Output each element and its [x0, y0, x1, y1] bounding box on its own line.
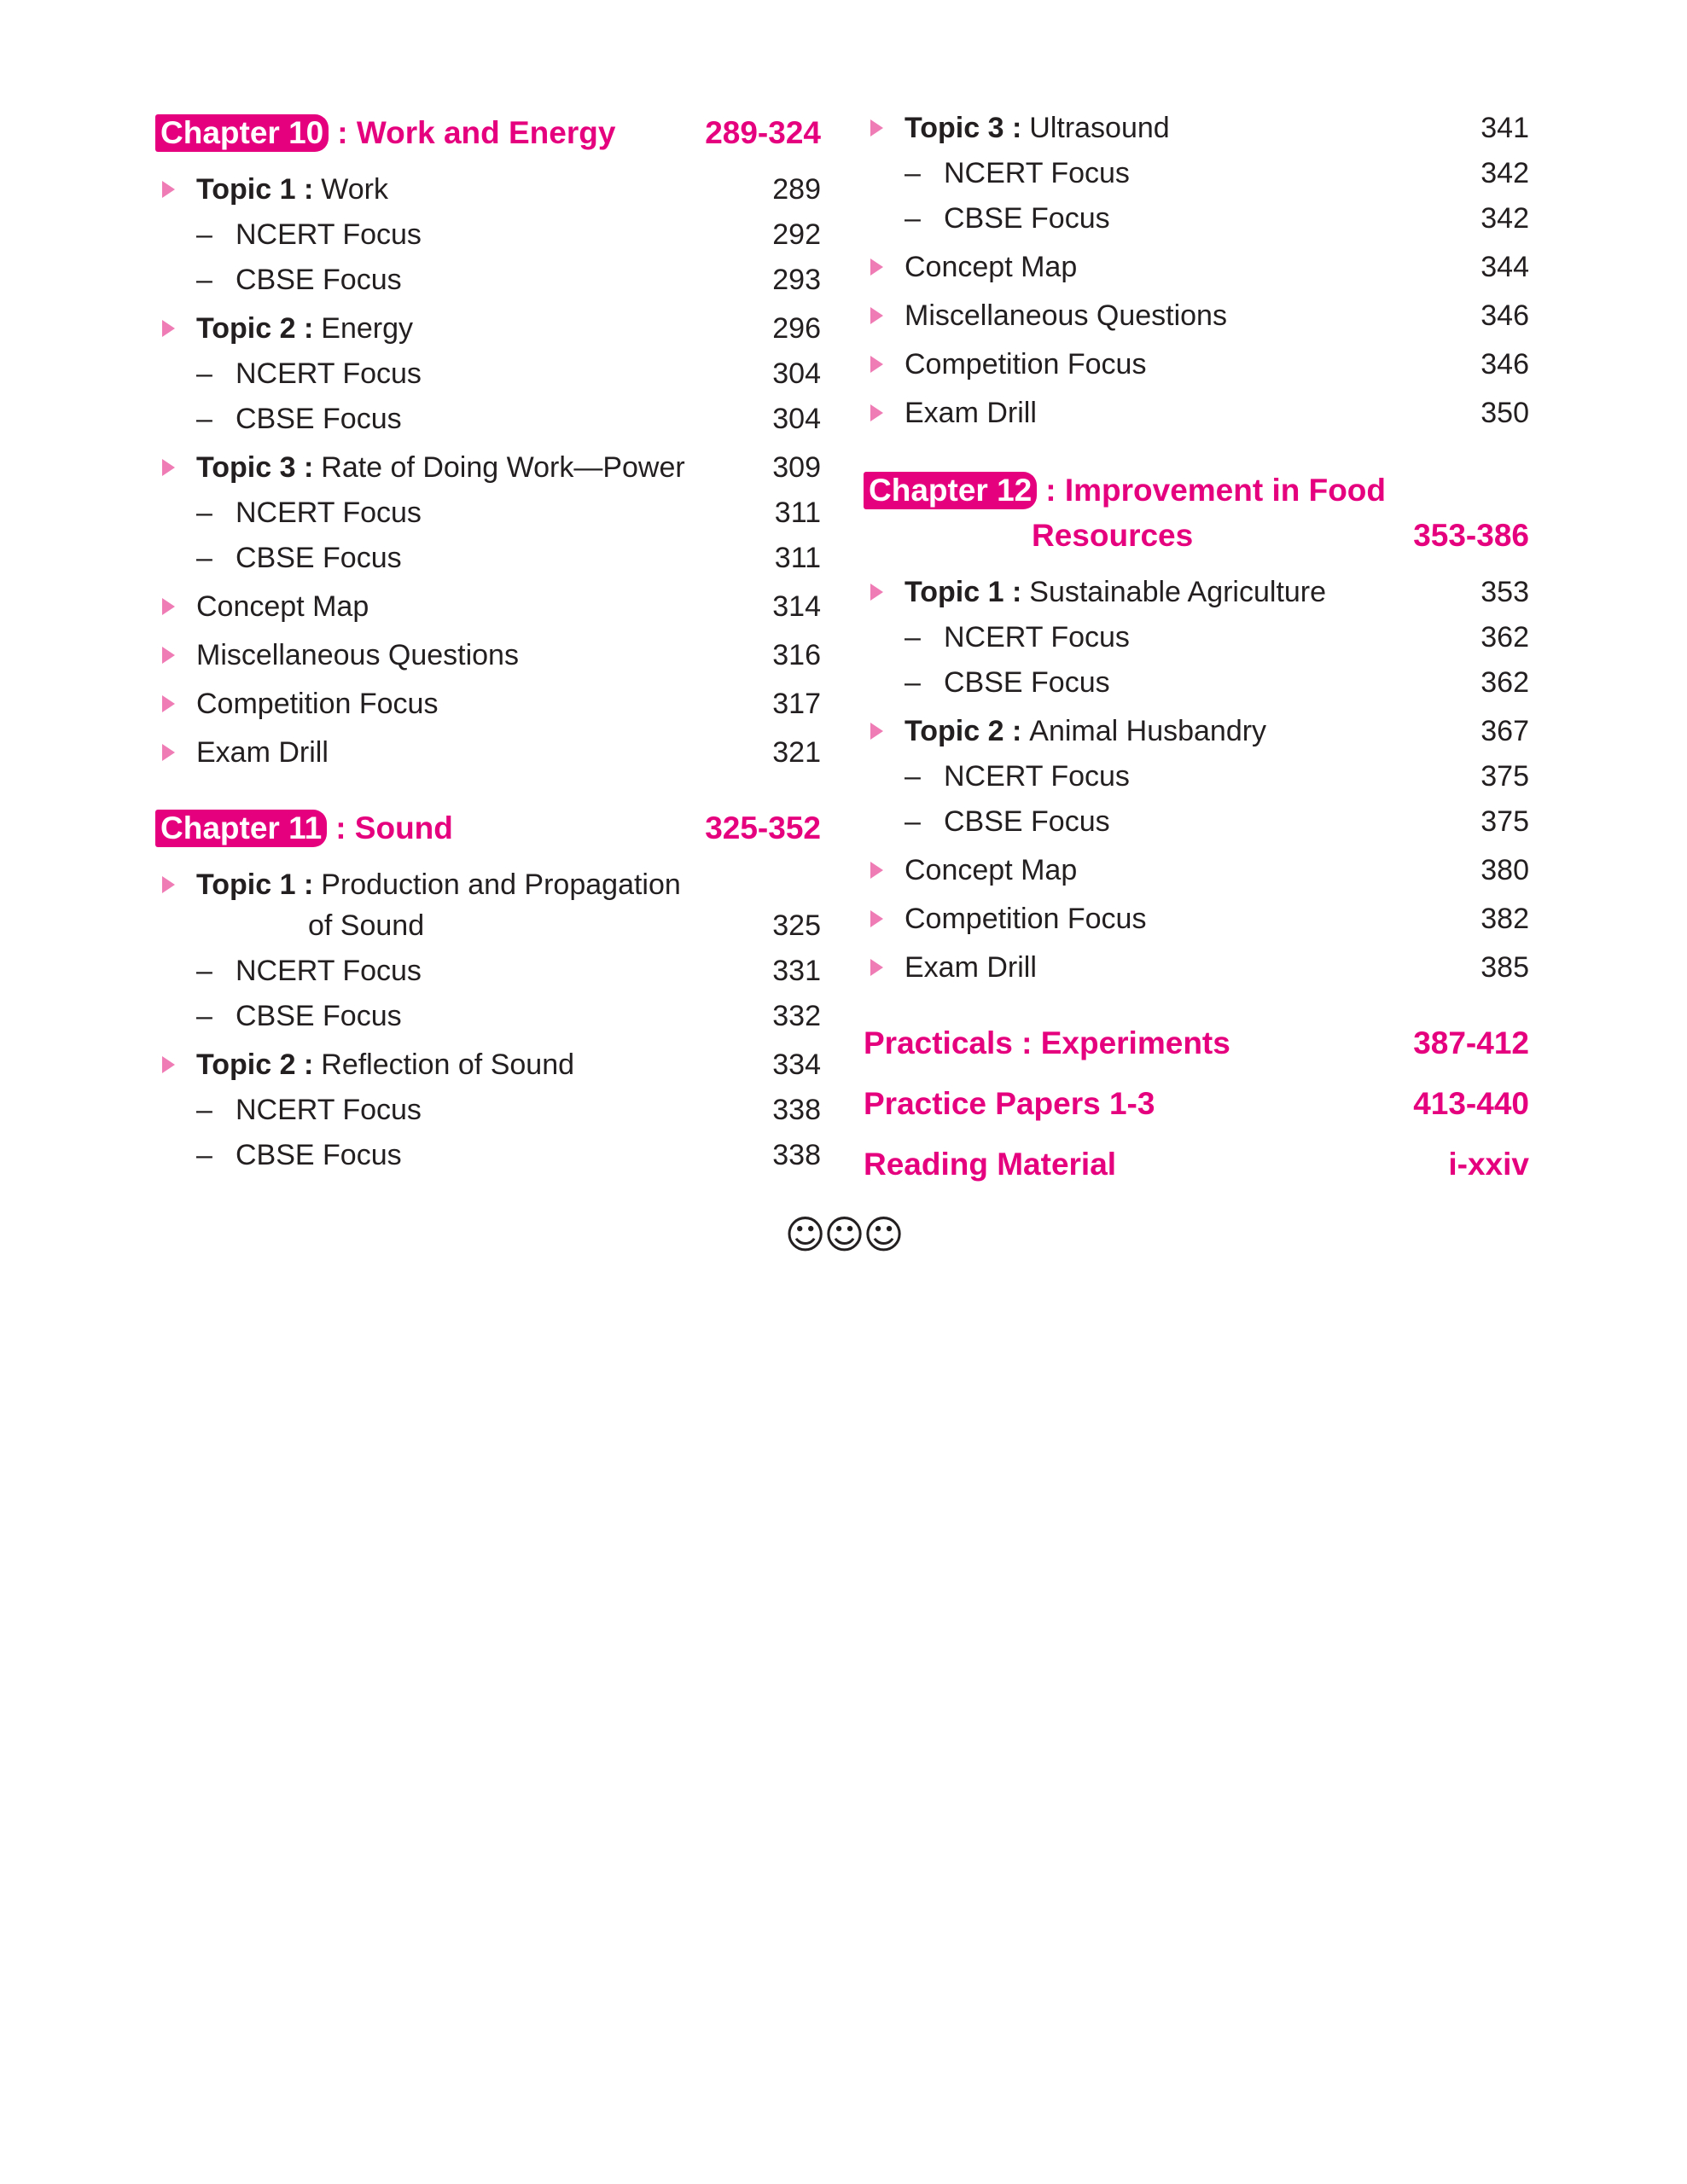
page-number: 321 [772, 736, 821, 769]
page-number: 334 [772, 1048, 821, 1081]
ch12-topic-1-cbse[interactable] [864, 660, 1529, 705]
triangle-bullet-icon [870, 404, 883, 421]
item-title: Concept Map [196, 590, 369, 623]
chapter-12-chip: Chapter 12 [864, 472, 1037, 509]
dash-bullet-icon: – [196, 542, 212, 574]
page-number: 362 [1480, 621, 1529, 653]
item-title: Exam Drill [905, 397, 1037, 429]
page-number: 342 [1480, 157, 1529, 189]
practicals-experiments[interactable] [864, 1021, 1529, 1066]
item-title: Exam Drill [905, 951, 1037, 984]
page-number: 362 [1480, 666, 1529, 699]
page-number: 367 [1480, 715, 1529, 747]
page-number: 338 [772, 1094, 821, 1126]
item-title: Miscellaneous Questions [196, 639, 519, 671]
dash-bullet-icon: – [905, 157, 921, 189]
ch11-topic-3-ncert[interactable] [864, 151, 1529, 195]
page-number: 375 [1480, 760, 1529, 793]
subitem-title: CBSE Focus [236, 264, 402, 296]
ch10-topic-3-ncert[interactable] [155, 491, 821, 535]
dash-bullet-icon: – [196, 403, 212, 435]
ch10-misc-questions[interactable] [155, 633, 821, 677]
ch11-topic-3[interactable] [864, 106, 1529, 150]
dash-bullet-icon: – [196, 1000, 212, 1032]
chapter-12-title: : Improvement in Food [1045, 473, 1387, 508]
practicals-title: Practicals : Experiments [864, 1025, 1230, 1060]
topic-label: Topic 1 : [196, 173, 314, 206]
ch11-exam-drill[interactable] [864, 391, 1529, 435]
page-number: 346 [1480, 299, 1529, 332]
triangle-bullet-icon [162, 1056, 175, 1073]
ch10-topic-1-cbse[interactable] [155, 258, 821, 302]
chapter-10-title: : Work and Energy [337, 115, 616, 150]
topic-label: Topic 1 : [905, 576, 1022, 608]
subitem-title: NCERT Focus [236, 1094, 422, 1126]
subitem-title: CBSE Focus [236, 1139, 402, 1171]
topic-title: Reflection of Sound [321, 1048, 575, 1081]
page-number: 311 [774, 497, 821, 529]
subitem-title: CBSE Focus [236, 1000, 402, 1032]
dash-bullet-icon: – [196, 218, 212, 251]
topic-title-continued: of Sound [308, 909, 425, 942]
triangle-bullet-icon [162, 876, 175, 893]
triangle-bullet-icon [870, 307, 883, 324]
page-number: 350 [1480, 397, 1529, 429]
subitem-title: CBSE Focus [236, 403, 402, 435]
ch10-competition-focus[interactable] [155, 682, 821, 726]
dash-bullet-icon: – [905, 805, 921, 838]
subitem-title: NCERT Focus [944, 760, 1130, 793]
ch10-topic-3-cbse[interactable] [155, 536, 821, 580]
subitem-title: CBSE Focus [944, 202, 1110, 235]
subitem-title: NCERT Focus [944, 157, 1130, 189]
ch11-topic-1-cbse[interactable] [155, 994, 821, 1038]
subitem-title: NCERT Focus [236, 218, 422, 251]
triangle-bullet-icon [162, 320, 175, 337]
chapter-12-heading-continued[interactable] [864, 514, 1529, 558]
page-number: 331 [772, 955, 821, 987]
item-title: Miscellaneous Questions [905, 299, 1227, 332]
chapter-12-heading[interactable] [864, 468, 1529, 513]
chapter-10-chip: Chapter 10 [155, 114, 329, 152]
ch10-topic-2-ncert[interactable] [155, 351, 821, 396]
ch10-concept-map[interactable] [155, 584, 821, 629]
subitem-title: CBSE Focus [944, 666, 1110, 699]
page-number: 314 [772, 590, 821, 623]
ch11-topic-2-cbse[interactable] [155, 1133, 821, 1177]
ch11-topic-2-ncert[interactable] [155, 1088, 821, 1132]
item-title: Competition Focus [196, 688, 439, 720]
item-title: Exam Drill [196, 736, 329, 769]
dash-bullet-icon: – [905, 666, 921, 699]
dash-bullet-icon: – [196, 357, 212, 390]
ch12-topic-2[interactable] [864, 709, 1529, 753]
subitem-title: CBSE Focus [236, 542, 402, 574]
page-number: 346 [1480, 348, 1529, 380]
dash-bullet-icon: – [196, 497, 212, 529]
subitem-title: CBSE Focus [944, 805, 1110, 838]
reading-material[interactable] [864, 1142, 1529, 1187]
practice-papers-title: Practice Papers 1-3 [864, 1086, 1155, 1121]
page-number: 289 [772, 173, 821, 206]
triangle-bullet-icon [870, 723, 883, 740]
chapter-11-pages: 325-352 [705, 810, 821, 845]
page-number: 293 [772, 264, 821, 296]
topic-label: Topic 2 : [196, 312, 314, 345]
ch12-competition-focus[interactable] [864, 897, 1529, 941]
ch12-topic-1[interactable] [864, 570, 1529, 614]
triangle-bullet-icon [162, 744, 175, 761]
ch12-concept-map[interactable] [864, 848, 1529, 892]
dash-bullet-icon: – [196, 1094, 212, 1126]
ch12-topic-1-ncert[interactable] [864, 615, 1529, 659]
topic-title: Production and Propagation [321, 868, 681, 901]
page-number: 304 [772, 403, 821, 435]
item-title: Competition Focus [905, 348, 1147, 380]
page-number: 304 [772, 357, 821, 390]
page-number: 375 [1480, 805, 1529, 838]
topic-label: Topic 3 : [905, 112, 1022, 144]
chapter-12-pages: 353-386 [1413, 518, 1529, 553]
smiley-ornament-icon: ☺☺☺ [784, 1211, 903, 1258]
ch12-topic-2-cbse[interactable] [864, 799, 1529, 844]
topic-label: Topic 3 : [196, 451, 314, 484]
page-number: 316 [772, 639, 821, 671]
topic-title: Rate of Doing Work—Power [321, 451, 685, 484]
topic-label: Topic 2 : [905, 715, 1022, 747]
subitem-title: NCERT Focus [236, 955, 422, 987]
ch11-topic-3-cbse[interactable] [864, 196, 1529, 241]
triangle-bullet-icon [162, 598, 175, 615]
ch10-topic-2[interactable] [155, 306, 821, 351]
ch10-topic-1[interactable] [155, 167, 821, 212]
chapter-10-pages: 289-324 [705, 115, 821, 150]
triangle-bullet-icon [870, 862, 883, 879]
subitem-title: NCERT Focus [236, 357, 422, 390]
dash-bullet-icon: – [196, 955, 212, 987]
reading-material-title: Reading Material [864, 1147, 1117, 1182]
ch12-exam-drill[interactable] [864, 945, 1529, 990]
ch11-topic-2[interactable] [155, 1043, 821, 1087]
dash-bullet-icon: – [905, 621, 921, 653]
ch10-exam-drill[interactable] [155, 730, 821, 775]
triangle-bullet-icon [870, 910, 883, 927]
page-number: 309 [772, 451, 821, 484]
topic-title: Animal Husbandry [1029, 715, 1267, 747]
triangle-bullet-icon [870, 584, 883, 601]
practicals-pages: 387-412 [1413, 1025, 1529, 1060]
triangle-bullet-icon [870, 959, 883, 976]
page-number: 342 [1480, 202, 1529, 235]
ch11-misc-questions[interactable] [864, 293, 1529, 338]
ch10-topic-3[interactable] [155, 445, 821, 490]
dash-bullet-icon: – [196, 1139, 212, 1171]
page-number: 353 [1480, 576, 1529, 608]
dash-bullet-icon: – [905, 202, 921, 235]
reading-material-pages: i-xxiv [1448, 1147, 1529, 1182]
page-number: 338 [772, 1139, 821, 1171]
page-number: 341 [1480, 112, 1529, 144]
topic-label: Topic 1 : [196, 868, 314, 901]
triangle-bullet-icon [870, 119, 883, 136]
ch10-topic-2-cbse[interactable] [155, 397, 821, 441]
triangle-bullet-icon [870, 258, 883, 276]
topic-label: Topic 2 : [196, 1048, 314, 1081]
item-title: Competition Focus [905, 903, 1147, 935]
item-title: Concept Map [905, 251, 1078, 283]
triangle-bullet-icon [162, 459, 175, 476]
triangle-bullet-icon [870, 356, 883, 373]
page-number: 344 [1480, 251, 1529, 283]
page-number: 382 [1480, 903, 1529, 935]
topic-title: Sustainable Agriculture [1029, 576, 1327, 608]
chapter-10-heading[interactable] [155, 111, 821, 155]
chapter-11-chip: Chapter 11 [155, 810, 327, 847]
page-number: 311 [774, 542, 821, 574]
page-number: 292 [772, 218, 821, 251]
chapter-11-heading[interactable] [155, 806, 821, 851]
practice-papers-pages: 413-440 [1413, 1086, 1529, 1121]
subitem-title: NCERT Focus [944, 621, 1130, 653]
page-number: 380 [1480, 854, 1529, 886]
triangle-bullet-icon [162, 695, 175, 712]
page-number: 296 [772, 312, 821, 345]
chapter-12-title-continued: Resources [1032, 518, 1194, 553]
ch11-topic-1-ncert[interactable] [155, 949, 821, 993]
topic-title: Work [321, 173, 388, 206]
page-number: 385 [1480, 951, 1529, 984]
practice-papers[interactable] [864, 1082, 1529, 1126]
ch11-topic-1[interactable] [155, 863, 821, 907]
topic-title: Energy [321, 312, 413, 345]
triangle-bullet-icon [162, 181, 175, 198]
triangle-bullet-icon [162, 647, 175, 664]
subitem-title: NCERT Focus [236, 497, 422, 529]
ch12-topic-2-ncert[interactable] [864, 754, 1529, 799]
page-number: 317 [772, 688, 821, 720]
ch10-topic-1-ncert[interactable] [155, 212, 821, 257]
topic-title: Ultrasound [1029, 112, 1170, 144]
ch11-competition-focus[interactable] [864, 342, 1529, 386]
ch11-concept-map[interactable] [864, 245, 1529, 289]
page-number: 325 [772, 909, 821, 942]
dash-bullet-icon: – [196, 264, 212, 296]
chapter-11-title: : Sound [335, 810, 453, 845]
dash-bullet-icon: – [905, 760, 921, 793]
ch11-topic-1-continued[interactable] [155, 903, 821, 948]
page-number: 332 [772, 1000, 821, 1032]
item-title: Concept Map [905, 854, 1078, 886]
